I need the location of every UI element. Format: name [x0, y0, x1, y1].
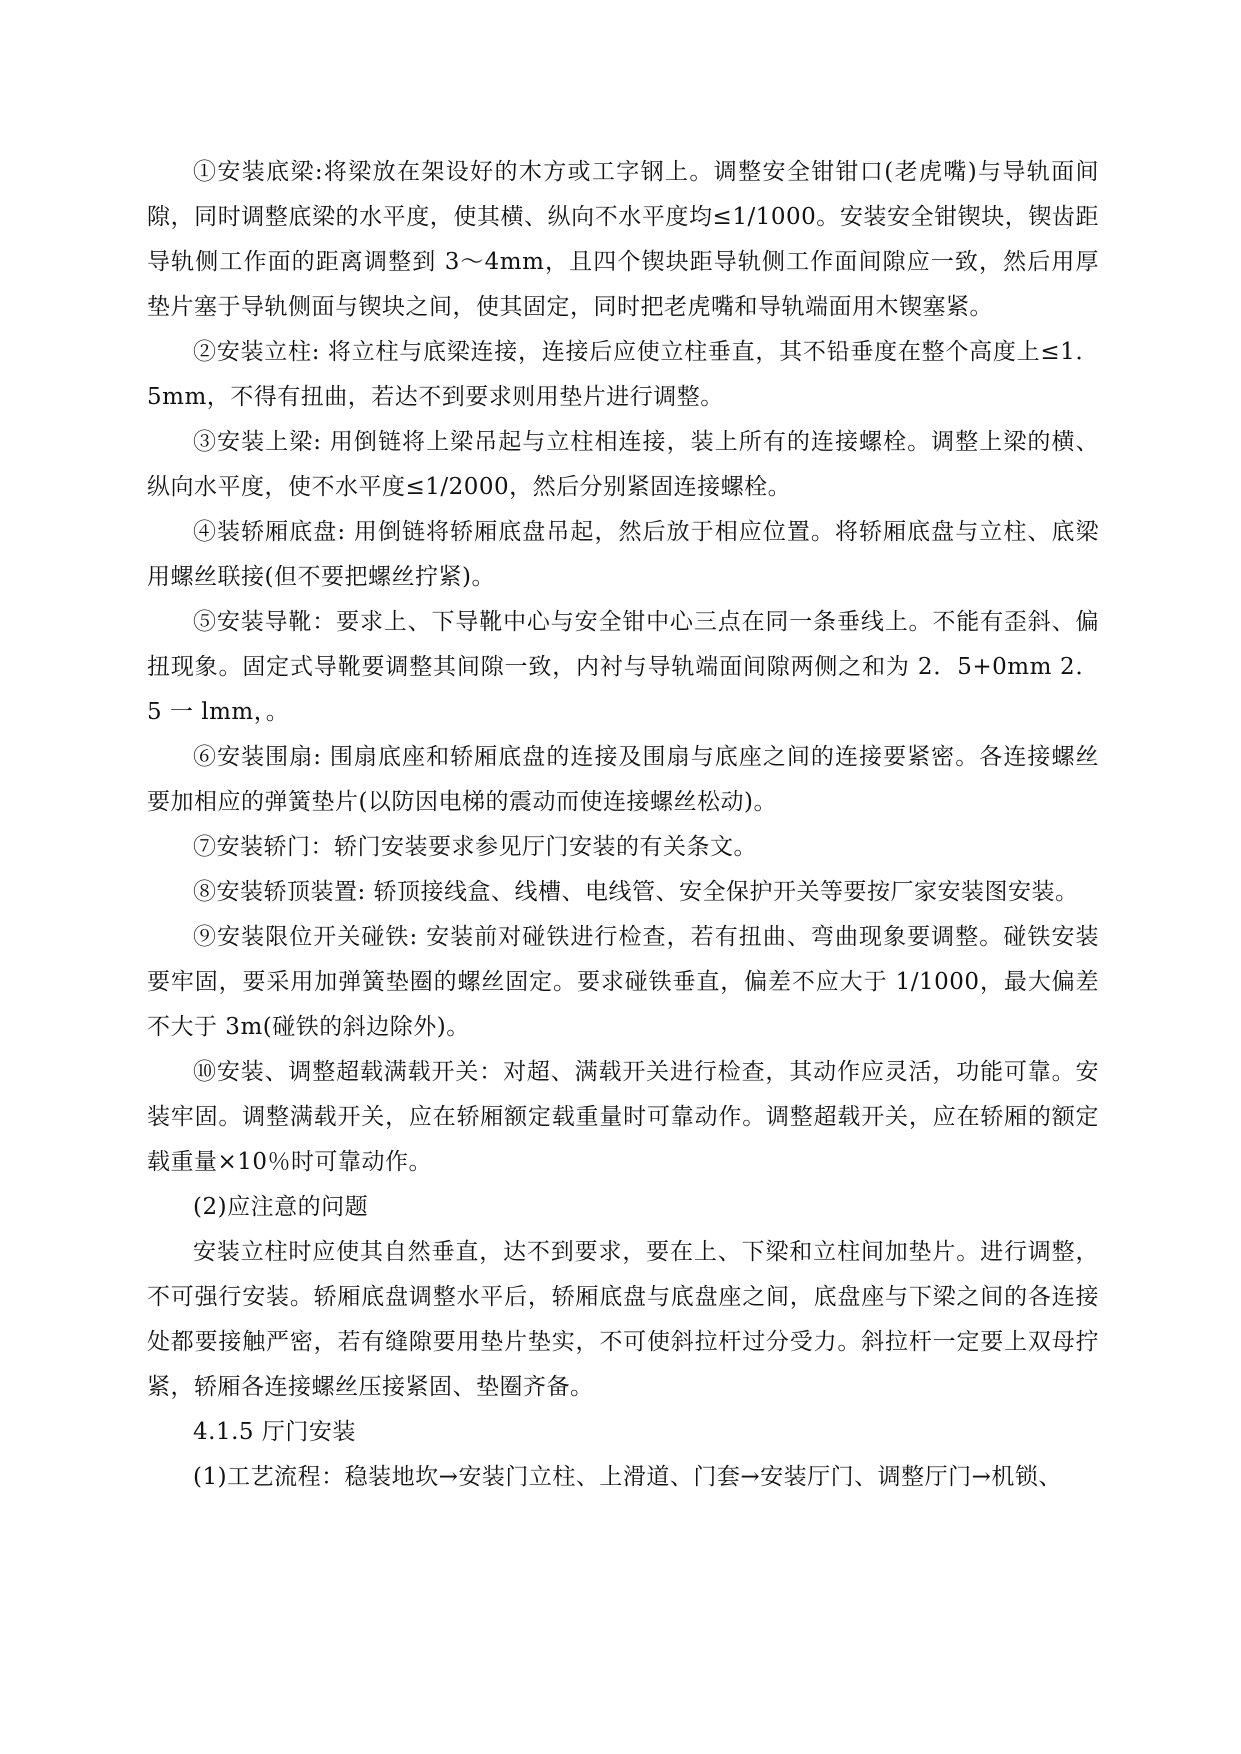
paragraph-install-limit-switch-cam: ⑨安装限位开关碰铁: 安装前对碰铁进行检查，若有扭曲、弯曲现象要调整。碰铁安装要牢固，要采用加弹簧垫圈的螺丝固定。要求碰铁垂直，偏差不应大于 1/1000，最大偏差不大于 3m(碰铁的斜边除外)。	[147, 924, 1099, 1040]
paragraph-install-car-wall: ⑥安装围扇: 围扇底座和轿厢底盘的连接及围扇与底座之间的连接要紧密。各连接螺丝要加相应的弹簧垫片(以防因电梯的震动而使连接螺丝松动)。	[147, 744, 1099, 815]
paragraph-issues-body: 安装立柱时应使其自然垂直，达不到要求，要在上、下梁和立柱间加垫片。进行调整，不可强行安装。轿厢底盘调整水平后，轿厢底盘与底盘座之间，底盘座与下梁之间的各连接处都要接触严密，若有缝隙要用垫片垫实，不可使斜拉杆过分受力。斜拉杆一定要上双母拧紧，轿厢各连接螺丝压接紧固、垫圈齐备。	[147, 1239, 1099, 1400]
document-body	[147, 150, 1099, 1500]
paragraph-install-column: ②安装立柱: 将立柱与底梁连接，连接后应使立柱垂直，其不铅垂度在整个高度上≤1．5mm，不得有扭曲，若达不到要求则用垫片进行调整。	[147, 339, 1099, 410]
paragraph-install-bottom-beam: ①安装底梁:将梁放在架设好的木方或工字钢上。调整安全钳钳口(老虎嘴)与导轨面间隙，同时调整底梁的水平度，使其横、纵向不水平度均≤1/1000。安装安全钳锲块，锲齿距导轨侧工作面的距离调整到 3～4mm，且四个锲块距导轨侧工作面间隙应一致，然后用厚垫片塞于导轨侧面与锲块之间，使其固定，同时把老虎嘴和导轨端面用木锲塞紧。	[147, 159, 1099, 320]
paragraph-install-top-beam: ③安装上梁: 用倒链将上梁吊起与立柱相连接，装上所有的连接螺栓。调整上梁的横、纵向水平度，使不水平度≤1/2000，然后分别紧固连接螺栓。	[147, 429, 1099, 500]
paragraph-adjust-overload-switch: ⑩安装、调整超载满载开关：对超、满载开关进行检查，其动作应灵活，功能可靠。安装牢固。调整满载开关，应在轿厢额定载重量时可靠动作。调整超载开关，应在轿厢的额定载重量×10％时可靠动作。	[147, 1059, 1099, 1175]
paragraph-install-car-floor: ④装轿厢底盘: 用倒链将轿厢底盘吊起，然后放于相应位置。将轿厢底盘与立柱、底梁用螺丝联接(但不要把螺丝拧紧)。	[147, 519, 1099, 590]
paragraph-install-guide-shoe: ⑤安装导靴：要求上、下导靴中心与安全钳中心三点在同一条垂线上。不能有歪斜、偏扭现象。固定式导靴要调整其间隙一致，内衬与导轨端面间隙两侧之和为 2．5+0mm 2．5 一 lmm，。	[147, 609, 1099, 725]
paragraph-install-car-door: ⑦安装轿门：轿门安装要求参见厅门安装的有关条文。	[193, 834, 757, 860]
paragraph-process-flow: (1)工艺流程：稳装地坎→安装门立柱、上滑道、门套→安装厅门、调整厅门→机锁、	[193, 1464, 1062, 1490]
section-heading-landing-door: 4.1.5 厅门安装	[193, 1419, 356, 1445]
paragraph-install-car-top-device: ⑧安装轿顶装置: 轿顶接线盒、线槽、电线管、安全保护开关等要按厂家安装图安装。	[193, 879, 1079, 905]
section-heading-issues: (2)应注意的问题	[193, 1194, 369, 1220]
